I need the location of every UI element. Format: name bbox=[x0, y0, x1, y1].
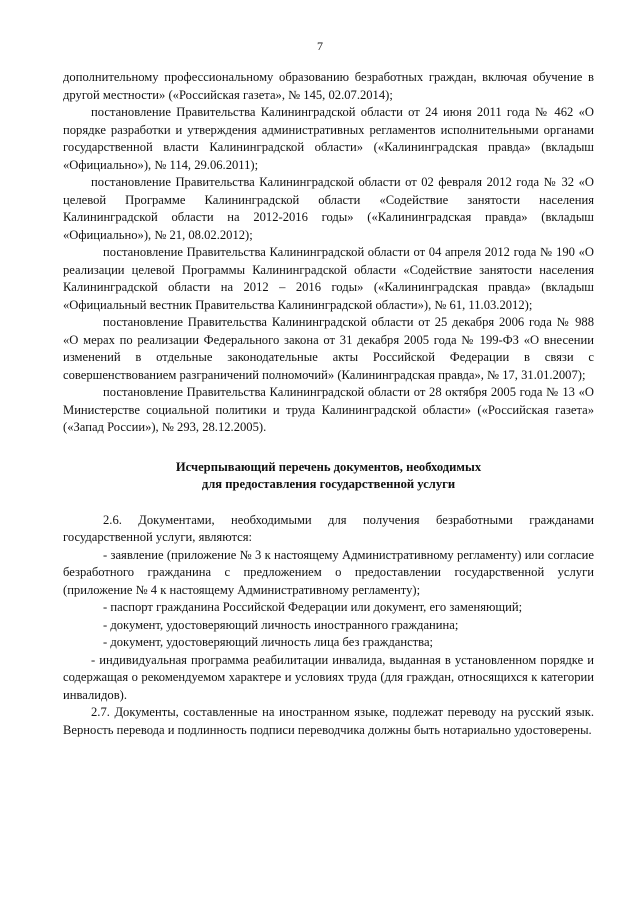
paragraph: 2.7. Документы, составленные на иностранном языке, подлежат переводу на русский язык. Верность перевода и подлинность подписи переводчика должны быть нотариально удостоверены. bbox=[63, 705, 594, 737]
section-heading bbox=[63, 459, 594, 494]
paragraph: постановление Правительства Калининградской области от 28 октября 2005 года № 13 «О Министерстве социальной политики и труда Калининградской области» («Российская газета» («Запад России»), № 293, 28.12.2005). bbox=[63, 385, 594, 434]
list-item: - документ, удостоверяющий личность иностранного гражданина; bbox=[103, 617, 459, 632]
document-body bbox=[63, 69, 594, 739]
paragraph: постановление Правительства Калининградской области от 04 апреля 2012 года № 190 «О реализации целевой Программы Калининградской области «Содействие занятости населения Калининградской области на 2012 – 2016 годы» («Калининградская правда» (вкладыш «Официальный вестник Правительства Калининградской области»), № 61, 11.03.2012); bbox=[63, 245, 594, 312]
paragraph: постановление Правительства Калининградской области от 25 декабря 2006 года № 988 «О мерах по реализации Федерального закона от 31 декабря 2005 года № 199-ФЗ «О внесении изменений в отдельные законодательные акты Российской Федерации в связи с совершенствованием разграничений полномочий» (Калининградская правда», № 17, 31.01.2007); bbox=[63, 315, 594, 382]
paragraph: 2.6. Документами, необходимыми для получения безработными гражданами государственной услуги, являются: bbox=[63, 512, 594, 544]
list-item: - индивидуальная программа реабилитации инвалида, выданная в установленном порядке и содержащая о рекомендуемом характере и условиях труда (для граждан, относящихся к категории инвалидов). bbox=[63, 652, 594, 702]
list-item: - документ, удостоверяющий личность лица без гражданства; bbox=[103, 635, 434, 649]
section-heading-line: Исчерпывающий перечень документов, необходимых bbox=[175, 459, 482, 474]
paragraph: постановление Правительства Калининградской области от 02 февраля 2012 года № 32 «О целевой Программе Калининградской области «Содействие занятости населения Калининградской области на 2012-2016 годы» («Калининградская правда» (вкладыш «Официально»), № 21, 08.02.2012); bbox=[63, 175, 594, 242]
paragraph: дополнительному профессиональному образованию безработных граждан, включая обучение в другой местности» («Российская газета», № 145, 02.07.2014); bbox=[63, 70, 594, 102]
list-item: - паспорт гражданина Российской Федерации или документ, его заменяющий; bbox=[103, 600, 523, 614]
list-item: - заявление (приложение № 3 к настоящему Административному регламенту) или согласие безработного гражданина с предложением о предоставлении государственной услуги (приложение № 4 к настоящему Административному регламенту); bbox=[63, 547, 594, 597]
page-number: 7 bbox=[317, 39, 323, 53]
paragraph: постановление Правительства Калининградской области от 24 июня 2011 года № 462 «О порядке разработки и утверждения административных регламентов исполнительными органами государственной власти Калининградской области» («Калининградская правда» (вкладыш «Официально»), № 114, 29.06.2011); bbox=[63, 105, 594, 172]
section-heading-line: для предоставления государственной услуги bbox=[201, 477, 456, 491]
